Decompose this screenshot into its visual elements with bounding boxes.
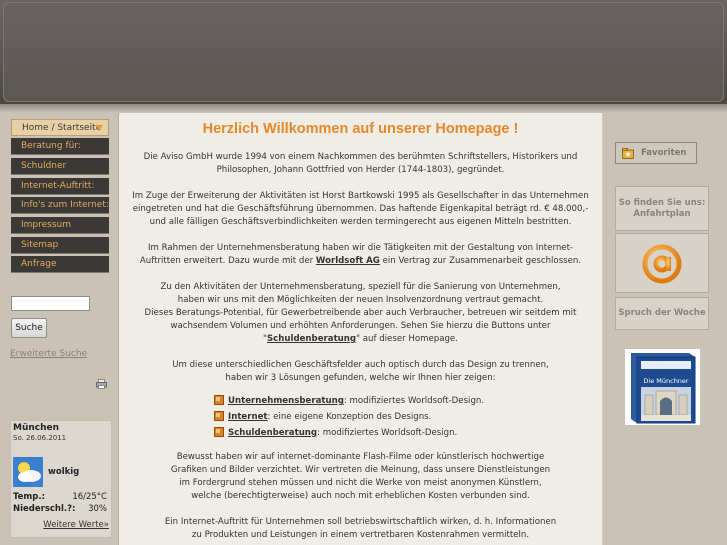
text-fragment: " auf dieser Homepage. (356, 334, 458, 344)
star-folder-icon (622, 148, 634, 159)
right-sidebar (603, 113, 727, 545)
list-item (214, 427, 457, 440)
directions-box[interactable] (615, 186, 709, 231)
nav-item-sitemap[interactable] (11, 237, 109, 254)
nav-item-infos-internet[interactable] (11, 197, 109, 214)
text-fragment: ein Vertrag zur Zusammenarbeit geschlossen. (379, 256, 582, 266)
cloudy-weather-icon (13, 457, 43, 487)
email-at-icon (642, 244, 682, 284)
rain-label: Niederschl.?: (13, 504, 76, 514)
printer-icon[interactable] (96, 379, 107, 389)
nav-item-label: Info's zum Internet: (21, 200, 109, 210)
search-input[interactable] (11, 296, 90, 311)
schuldenberatung-list-link[interactable]: Schuldenberatung (228, 428, 318, 438)
text-fragment: " (263, 334, 267, 344)
bullet-text: : modifiziertes Worldsoft-Design. (317, 428, 458, 438)
more-weather-link[interactable]: Weitere Werte» (43, 520, 109, 530)
insolvency-paragraph (125, 281, 596, 346)
closing-paragraph (125, 516, 596, 542)
nav-item-beratung[interactable] (11, 138, 109, 155)
text-line: wachsendem Volumen und erhöhten Anforderungen. Sehen Sie hierzu die Buttons unter (170, 321, 551, 331)
search-button[interactable]: Suche (11, 318, 47, 338)
text-line: im Fordergrund stehen müssen und nicht die Werke von meist anonymen Künstlern, (179, 478, 542, 488)
weather-description: wolkig (48, 467, 80, 477)
weather-temp-row (13, 492, 109, 502)
text-line: eingetreten und hat die Geschäftsführung übernommen. Das haftende Eigenkapital beträgt rd. € 48.000,- (132, 204, 589, 214)
worldsoft-link[interactable]: Worldsoft AG (315, 256, 380, 266)
nav-item-schuldner[interactable] (11, 158, 109, 175)
quote-of-week-label: Spruch der Woche (618, 308, 706, 318)
nav-item-label: Sitemap (21, 240, 59, 250)
schuldenberatung-link[interactable]: Schuldenberatung (266, 334, 357, 344)
temp-label: Temp.: (13, 492, 46, 502)
text-line: Bewusst haben wir auf internet-dominante Flash-Filme oder künstlerisch hochwertige (176, 452, 545, 462)
main-content (119, 113, 602, 545)
unternehmensberatung-link[interactable]: Unternehmensberatung (228, 396, 344, 406)
page-title: Herzlich Willkommen auf unserer Homepage ! (202, 121, 519, 137)
directions-sublabel: Anfahrtplan (633, 209, 691, 219)
nav-item-home[interactable] (11, 119, 109, 136)
header-divider (0, 104, 727, 113)
nav-item-label: Anfrage (21, 259, 57, 269)
text-line (125, 255, 596, 268)
chevron-down-icon (95, 125, 103, 131)
text-line: und alle fälligen Geschäftsverbindlichkeiten werden termingerecht aus eigenen Mitteln bestritten. (149, 217, 572, 227)
text-line: haben wir uns mit den Möglichkeiten der neuen Insolvenzordnung vertraut gemacht. (177, 295, 544, 305)
text-line (125, 333, 596, 346)
worldsoft-paragraph (125, 242, 596, 268)
text-line: Dieses Beratungs-Potential, für Gewerbetreibende aber auch Verbraucher, betreuen wir seitdem mit (144, 308, 577, 318)
text-line: Um diese unterschiedlichen Geschäftsfelder auch optisch durch das Design zu trennen, (172, 360, 549, 370)
internet-link[interactable]: Internet (228, 412, 268, 422)
text-line: Philosophen, Johann Gottfried von Herder (1744-1803), gegründet. (216, 165, 505, 175)
nav-item-label: Schuldner (21, 161, 67, 171)
directions-label: So finden Sie uns: (618, 198, 706, 208)
header-banner (0, 0, 727, 104)
bullet-text: : modifiziertes Worldsoft-Design. (343, 396, 485, 406)
text-line: haben wir 3 Lösungen gefunden, welche wir Ihnen hier zeigen: (225, 373, 496, 383)
munich-book-image[interactable] (625, 349, 700, 425)
text-line: Grafiken und Bilder verzichtet. Wir vertreten die Meinung, dass unsere Dienstleistungen (170, 465, 551, 475)
nav-item-impressum[interactable] (11, 217, 109, 234)
weather-widget (10, 420, 112, 538)
weather-date: So. 26.06.2011 (13, 434, 67, 442)
text-fragment: Auftritten erweitert. Dazu wurde mit der (139, 256, 316, 266)
temp-value: 16/25°C (72, 492, 107, 502)
nav-item-label: Home / Startseite (22, 123, 102, 133)
bullet-icon (214, 427, 224, 437)
favorites-button[interactable] (615, 142, 697, 164)
text-line: Zu den Aktivitäten der Unternehmensberatung, speziell für die Sanierung von Unternehmen, (160, 282, 561, 292)
text-line: zu Produkten und Leistungen in einem vertretbaren Kostenrahmen vermitteln. (191, 530, 530, 540)
weather-rain-row (13, 504, 109, 514)
quote-of-week-box[interactable] (615, 297, 709, 330)
advanced-search-link[interactable]: Erweiterte Suche (10, 349, 88, 359)
rain-value: 30% (88, 504, 107, 514)
text-line: Im Zuge der Erweiterung der Aktivitäten ist Horst Bartkowski 1995 als Gesellschafter in das Unternehmen (132, 191, 589, 201)
nav-item-label: Internet-Auftritt: (21, 181, 95, 191)
list-item (214, 411, 431, 424)
nav-item-internet-auftritt[interactable] (11, 178, 109, 195)
intro-paragraph (125, 151, 596, 177)
favorites-label: Favoriten (641, 148, 687, 158)
header-frame (3, 2, 724, 102)
design-paragraph (125, 359, 596, 385)
weather-city: München (13, 423, 60, 433)
text-line: Im Rahmen der Unternehmensberatung haben wir die Tätigkeiten mit der Gestaltung von Internet- (147, 243, 574, 253)
book-title: Die Münchner (643, 377, 689, 385)
history-paragraph (125, 190, 596, 229)
text-line: welche (berechtigterweise) auch noch mit erheblichen Kosten verbunden sind. (191, 491, 530, 501)
philosophy-paragraph (125, 451, 596, 503)
bullet-icon (214, 411, 224, 421)
nav-item-label: Impressum (21, 220, 72, 230)
bullet-text: : eine eigene Konzeption des Designs. (267, 412, 432, 422)
list-item (214, 395, 484, 408)
nav-item-label: Beratung für: (21, 141, 81, 151)
text-line: Die Aviso GmbH wurde 1994 von einem Nachkommen des berühmten Schriftstellers, Historikers und (143, 152, 578, 162)
bullet-icon (214, 395, 224, 405)
nav-item-anfrage[interactable] (11, 256, 109, 273)
email-box[interactable] (615, 233, 709, 293)
text-line: Ein Internet-Auftritt für Unternehmen soll betriebswirtschaftlich wirken, d. h. Informationen (164, 517, 557, 527)
